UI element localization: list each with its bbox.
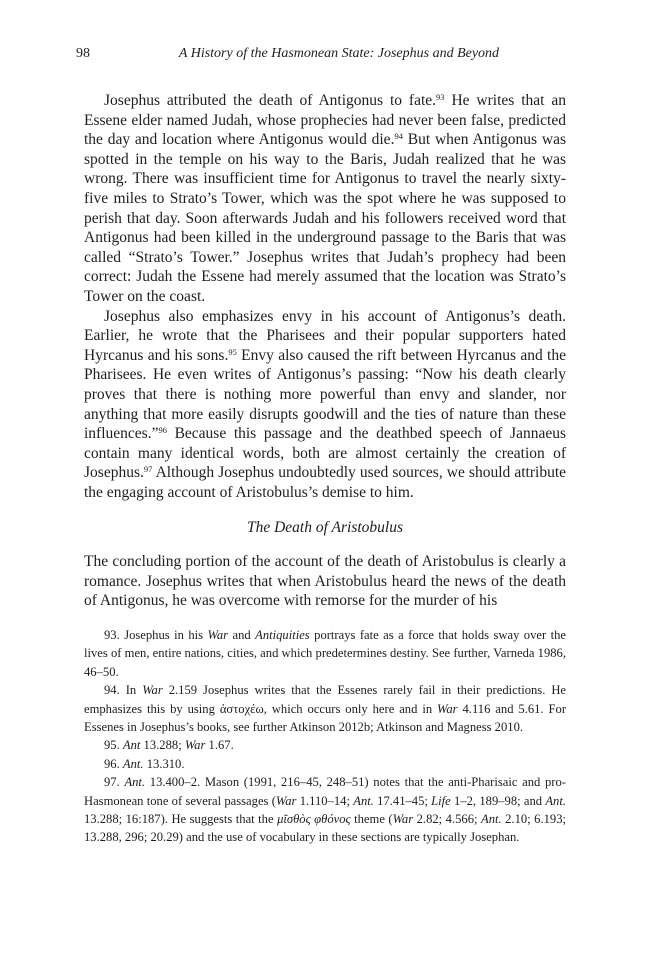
footnote-96 xyxy=(84,755,566,773)
paragraph-1 xyxy=(84,91,566,307)
text-run-italic: Life xyxy=(431,793,451,808)
paragraph-2 xyxy=(84,307,566,503)
text-run: He writes that an Essene elder named Judah, whose prophecies had never been false, predicted the day and location where Antigonus would die. xyxy=(84,92,566,149)
text-run: 2.10; 6.193; 13.288, 296; 20.29) and the use of vocabulary in these sections are typically Josephan. xyxy=(84,812,566,845)
text-run-italic: Ant. xyxy=(481,812,502,827)
text-run-italic: Ant. xyxy=(122,756,144,771)
footnote-ref-97: 97 xyxy=(143,464,153,475)
text-run-italic: War xyxy=(437,701,458,716)
footnote-number: 97. xyxy=(104,775,120,790)
text-run: In xyxy=(119,683,143,698)
text-run: portrays fate as a force that holds sway over the lives of men, entire nations, cities, and which predetermines destiny. See further, Varneda 1986, 46–50. xyxy=(84,628,567,679)
footnote-number: 94. xyxy=(104,683,120,698)
body-text xyxy=(84,91,566,611)
text-run: Although Josephus undoubtedly used sources, we should attribute the engaging account of Aristobulus’s demise to him. xyxy=(84,464,566,501)
text-run-italic: War xyxy=(207,628,229,642)
text-run: 13.310. xyxy=(143,756,185,771)
text-run: 1–2, 189–98; and xyxy=(450,793,546,808)
footnote-number: 96. xyxy=(104,756,120,771)
greek-term: ἀστοχέω xyxy=(219,701,264,716)
text-run: 17.41–45; xyxy=(373,793,432,808)
text-run: 1.110–14; xyxy=(296,793,354,808)
text-run: 13.288; 16:187). He suggests that the xyxy=(84,812,278,827)
text-run-italic: Ant xyxy=(122,738,141,753)
section-heading: The Death of Aristobulus xyxy=(246,519,403,537)
text-run-italic: War xyxy=(392,812,414,827)
footnote-97 xyxy=(84,773,566,847)
text-run-italic: Ant. xyxy=(124,775,146,790)
text-run: and xyxy=(228,628,256,642)
running-title: A History of the Hasmonean State: Josephus and Beyond xyxy=(178,46,500,61)
text-run: 2.159 Josephus writes that the Essenes rarely fail in their predictions. He emphasizes this by using xyxy=(84,683,567,716)
footnote-ref-93: 93 xyxy=(436,92,445,102)
footnote-94 xyxy=(84,681,566,736)
text-run: 2.82; 4.566; xyxy=(413,812,481,827)
text-run-italic: War xyxy=(142,683,163,698)
footnote-93 xyxy=(84,626,566,681)
text-run: But when Antigonus was spotted in the temple on his way to the Baris, Judah realized that he was wrong. There was insufficient time for Antigonus to travel the nearly sixty-five miles to Strato’s Tower, which was the spot where he was supposed to perish that day. Soon afterwards Judah and his followers received word that Antigonus had been killed in the underground passage to the Baris that was called “Strato’s Tower.” Josephus writes that Judah’s prophecy had been correct: Judah the Essene had merely assumed that the location was Strato’s Tower on the coast. xyxy=(84,131,566,305)
text-run: Josephus also emphasizes envy in his account of Antigonus’s death. Earlier, he wrote that the Pharisees and their popular supporters hated Hyrcanus and his sons. xyxy=(84,307,566,364)
text-run: Josephus attributed the death of Antigonus to fate. xyxy=(104,92,437,109)
text-run-italic: Ant. xyxy=(545,793,566,808)
greek-term: μῖσθὸς φθόνος xyxy=(277,812,351,827)
text-run: theme ( xyxy=(350,812,393,827)
text-run-italic: War xyxy=(184,738,206,753)
text-run: 4.116 and 5.61. For Essenes in Josephus’s books, see further Atkinson 2012b; Atkinson and Magness 2010. xyxy=(84,701,567,735)
footnote-ref-96: 96 xyxy=(158,425,167,436)
text-run: Because this passage and the deathbed speech of Jannaeus contain many identical words, both are almost certainly the creation of Josephus. xyxy=(84,425,566,482)
footnote-ref-94: 94 xyxy=(394,131,403,142)
text-run: Envy also caused the rift between Hyrcanus and the Pharisees. He even writes of Antigonus’s passing: “Now his death clearly proves that there is nothing more powerful than envy and slander, nor anything that more easily disrupts goodwill and the ties of nature than these influences.” xyxy=(84,346,566,443)
text-run: Josephus in his xyxy=(119,628,208,642)
text-run: 13.288; xyxy=(140,738,185,753)
footnote-number: 93. xyxy=(104,628,120,642)
running-head xyxy=(76,44,564,64)
text-run-italic: War xyxy=(275,793,297,808)
paragraph-3: The concluding portion of the account of the death of Aristobulus is clearly a romance. Josephus writes that when Aristobulus heard the news of the death of Antigonus, he was overcome with remorse for the murder of his xyxy=(84,553,566,610)
footnotes xyxy=(84,626,566,847)
page-number: 98 xyxy=(76,46,90,61)
text-run: 13.400–2. Mason (1991, 216–45, 248–51) notes that the anti-Pharisaic and pro-Hasmonean tone of several passages ( xyxy=(84,775,566,808)
text-run: , which occurs only here and in xyxy=(263,701,438,716)
text-run: 1.67. xyxy=(205,738,234,753)
footnote-number: 95. xyxy=(104,738,120,753)
text-run-italic: Ant. xyxy=(353,793,374,808)
footnote-95 xyxy=(84,736,566,754)
text-run-italic: Antiquities xyxy=(255,628,310,642)
footnote-ref-95: 95 xyxy=(228,346,237,357)
